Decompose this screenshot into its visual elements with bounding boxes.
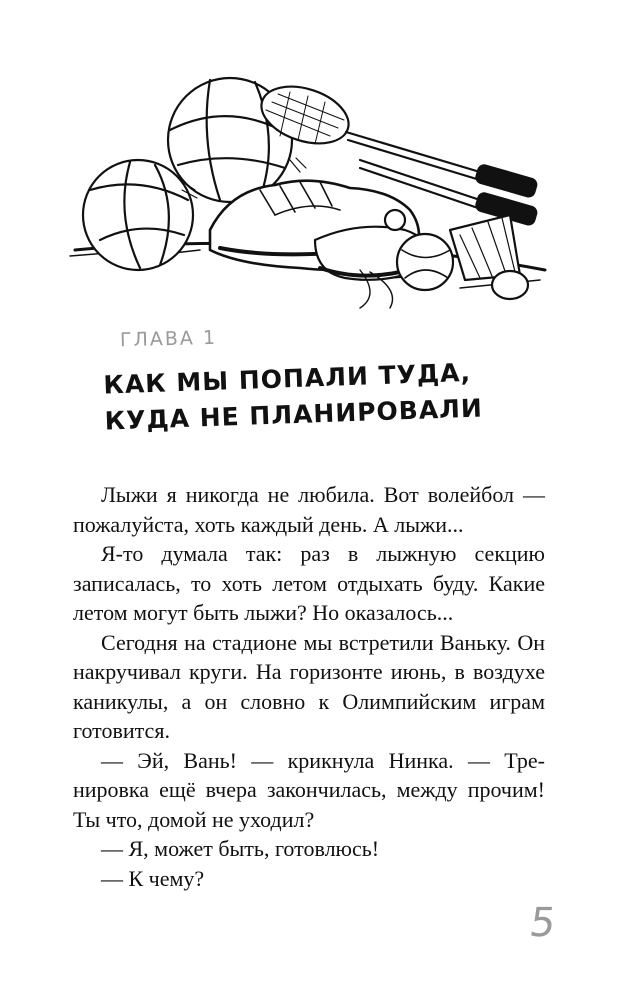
paragraph: Я-то думала так: раз в лыжную секцию записалась, то хоть летом отдыхать буду. Какие летом могут быть лыжи? Но оказалось... (73, 541, 545, 625)
paragraph: Лыжи я никогда не любила. Вот волейбол — пожалуйста, хоть каждый день. А лыжи... (73, 482, 545, 537)
paragraph: Сегодня на стадионе мы встретили Ваньку. Он накручивал круги. На горизонте июнь, в воздухе каникулы, а он словно к Олимпийским играм готовится. (73, 629, 545, 743)
sports-equipment-illustration (60, 40, 560, 310)
chapter-title-line1: КАК МЫ ПОПАЛИ ТУДА, (102, 357, 472, 400)
chapter-title-line2: КУДА НЕ ПЛАНИРОВАЛИ (104, 393, 484, 436)
page-number: 5 (526, 900, 559, 946)
paragraph: — Эй, Вань! — крикнула Нинка. — Тренировка ещё вчера закончилась, между прочим! Ты что, домой не уходил? (73, 747, 545, 832)
paragraph: — Я, может быть, готовлюсь! (101, 836, 380, 861)
paragraph: — К чему? (101, 865, 205, 891)
sports-equipment-icon (60, 40, 560, 310)
body-text (73, 480, 545, 893)
chapter-label: ГЛАВА 1 (119, 326, 218, 352)
chapter-title (103, 352, 545, 439)
